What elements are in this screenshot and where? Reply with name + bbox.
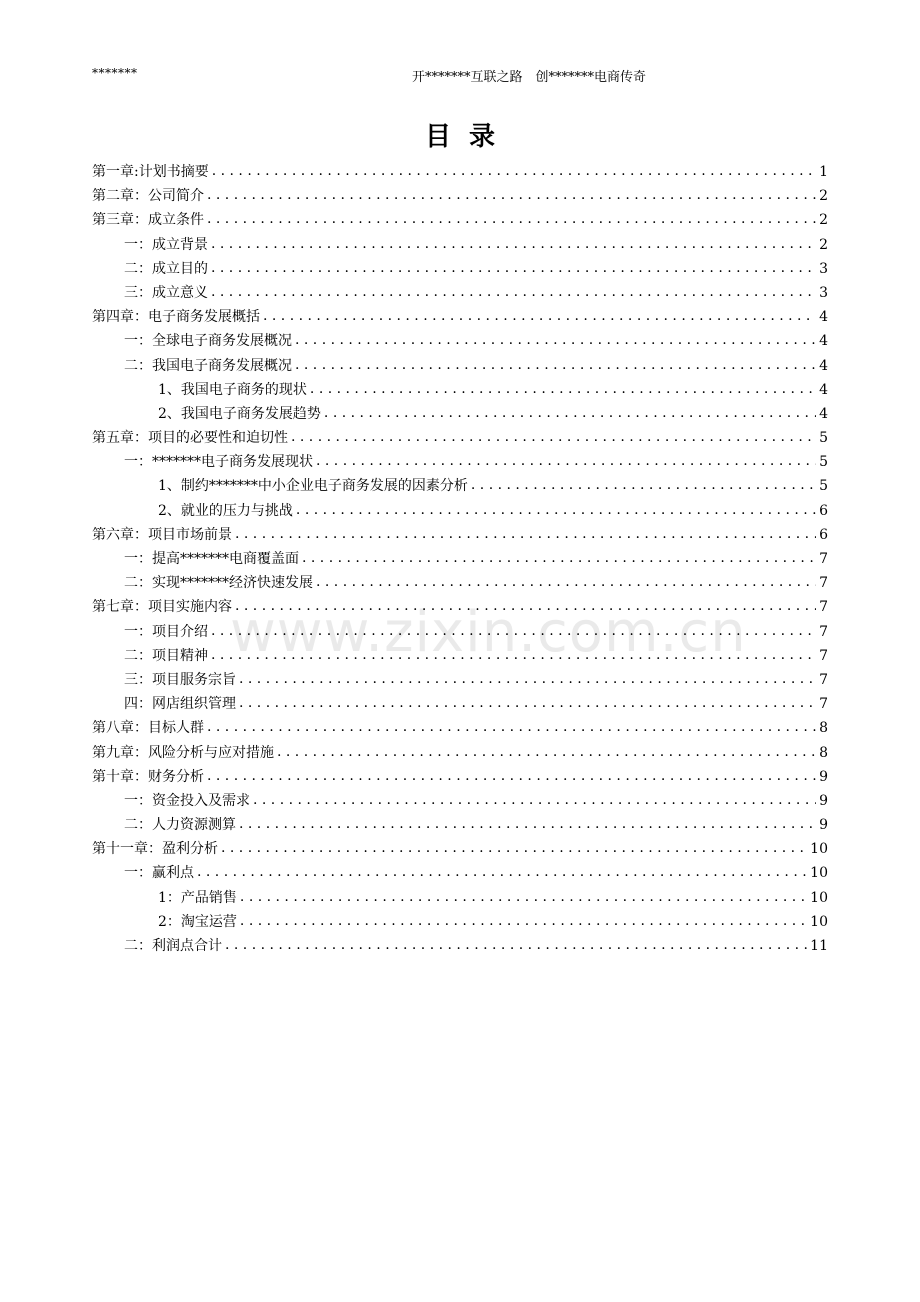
toc-entry-page-number: 10 [810, 841, 828, 858]
dot-leader [235, 522, 816, 546]
dot-leader [302, 546, 816, 570]
toc-entry-title: 二：项目精神 [124, 647, 208, 664]
toc-entry-title: 二：人力资源测算 [124, 817, 236, 834]
dot-leader [207, 207, 816, 231]
toc-entry-page-number: 5 [819, 478, 828, 495]
dot-leader [225, 933, 807, 957]
dot-leader [211, 643, 816, 667]
toc-entry-title: 1、制约*******中小企业电子商务发展的因素分析 [158, 478, 468, 495]
toc-entry-page-number: 6 [819, 502, 828, 519]
toc-entry[interactable] [92, 523, 828, 547]
dot-leader [240, 885, 807, 909]
toc-entry-title: 第十一章：盈利分析 [92, 841, 218, 858]
toc-entry-page-number: 5 [819, 430, 828, 447]
toc-entry-title: 三：项目服务宗旨 [124, 671, 236, 688]
toc-entry[interactable] [92, 692, 828, 716]
dot-leader [253, 788, 816, 812]
toc-entry[interactable] [92, 305, 828, 329]
toc-entry-title: 第五章：项目的必要性和迫切性 [92, 430, 288, 447]
dot-leader [211, 256, 816, 280]
dot-leader [295, 328, 816, 352]
toc-entry[interactable] [92, 184, 828, 208]
toc-entry-page-number: 8 [819, 720, 828, 737]
watermark: www.zixin.com.cn [230, 600, 747, 665]
toc-entry-title: 一：赢利点 [124, 865, 194, 882]
dot-leader [239, 812, 816, 836]
dot-leader [212, 159, 816, 183]
toc-entry[interactable] [92, 354, 828, 378]
toc-entry-title: 第八章：目标人群 [92, 720, 204, 737]
page-title: 目录 [424, 122, 513, 152]
toc-entry-title: 第三章：成立条件 [92, 212, 204, 229]
toc-entry-title: 三：成立意义 [124, 284, 208, 301]
toc-entry-title: 一：资金投入及需求 [124, 792, 250, 809]
toc-entry[interactable] [92, 450, 828, 474]
toc-entry[interactable] [92, 547, 828, 571]
toc-entry-title: 2、我国电子商务发展趋势 [158, 405, 321, 422]
dot-leader [324, 401, 816, 425]
dot-leader [240, 909, 807, 933]
dot-leader [316, 449, 816, 473]
toc-entry[interactable] [92, 620, 828, 644]
toc-entry[interactable] [92, 402, 828, 426]
dot-leader [211, 232, 816, 256]
toc-entry-page-number: 6 [819, 526, 828, 543]
dot-leader [221, 836, 807, 860]
toc-entry[interactable] [92, 789, 828, 813]
toc-entry-page-number: 7 [819, 551, 828, 567]
toc-entry-title: 二：实现*******经济快速发展 [124, 575, 313, 592]
toc-entry-page-number: 7 [819, 671, 828, 688]
toc-entry[interactable] [92, 934, 828, 958]
dot-leader [239, 667, 816, 691]
toc-entry-title: 二：利润点合计 [124, 938, 222, 954]
toc-entry-title: 四：网店组织管理 [124, 696, 236, 713]
toc-entry-page-number: 7 [819, 647, 828, 664]
dot-leader [211, 619, 816, 643]
toc-entry[interactable] [92, 741, 828, 765]
toc-entry-page-number: 4 [819, 333, 828, 350]
toc-entry[interactable] [92, 813, 828, 837]
toc-entry[interactable] [92, 644, 828, 668]
toc-entry-title: 2、就业的压力与挑战 [158, 502, 293, 519]
dot-leader [239, 691, 816, 715]
toc-entry-page-number: 7 [819, 575, 828, 592]
dot-leader [207, 183, 816, 207]
toc-entry-page-number: 9 [819, 817, 828, 834]
toc-entry-title: 一：成立背景 [124, 236, 208, 253]
dot-leader [277, 740, 816, 764]
toc-entry[interactable] [92, 257, 828, 281]
toc-entry-page-number: 10 [810, 913, 828, 930]
dot-leader [296, 498, 816, 522]
dot-leader [207, 715, 816, 739]
dot-leader [295, 353, 816, 377]
toc-entry[interactable] [92, 281, 828, 305]
toc-entry-page-number: 8 [819, 744, 828, 761]
toc-entry-page-number: 9 [819, 792, 828, 809]
header-left-text: ******* [92, 66, 138, 80]
toc-entry-title: 一：项目介绍 [124, 623, 208, 640]
toc-entry[interactable] [92, 426, 828, 450]
toc-entry-page-number: 7 [819, 599, 828, 616]
toc-entry-page-number: 11 [810, 938, 828, 954]
toc-entry-page-number: 2 [819, 212, 828, 229]
toc-entry[interactable] [92, 837, 828, 861]
toc-entry-page-number: 3 [819, 260, 828, 277]
toc-entry[interactable] [92, 595, 828, 619]
dot-leader [197, 860, 807, 884]
toc-entry[interactable] [92, 571, 828, 595]
toc-entry-page-number: 10 [810, 865, 828, 882]
toc-entry-title: 第九章：风险分析与应对措施 [92, 744, 274, 761]
toc-entry-title: 第四章：电子商务发展概括 [92, 309, 260, 326]
toc-entry-page-number: 7 [819, 696, 828, 713]
toc-entry-title: 1、我国电子商务的现状 [158, 381, 307, 398]
toc-entry-title: 二：我国电子商务发展概况 [124, 357, 292, 374]
toc-entry-title: 二：成立目的 [124, 260, 208, 277]
toc-entry-page-number: 10 [810, 889, 828, 906]
toc-entry-title: 第一章:计划书摘要 [92, 164, 209, 180]
toc-entry-page-number: 4 [819, 405, 828, 422]
toc-entry-page-number: 2 [819, 188, 828, 205]
toc-entry[interactable] [92, 716, 828, 740]
toc-entry-title: 1：产品销售 [158, 889, 237, 906]
toc-entry-page-number: 4 [819, 357, 828, 374]
toc-entry[interactable] [92, 886, 828, 910]
toc-entry-title: 第二章：公司简介 [92, 188, 204, 205]
toc-entry[interactable] [92, 160, 828, 184]
toc-entry[interactable] [92, 499, 828, 523]
dot-leader [291, 425, 816, 449]
toc-entry-page-number: 1 [819, 164, 828, 180]
toc-entry[interactable] [92, 329, 828, 353]
toc-entry[interactable] [92, 474, 828, 498]
toc-entry-title: 一：*******电子商务发展现状 [124, 454, 313, 471]
dot-leader [316, 570, 816, 594]
dot-leader [263, 304, 816, 328]
table-of-contents [92, 160, 828, 958]
dot-leader [211, 280, 816, 304]
toc-entry-page-number: 9 [819, 768, 828, 785]
dot-leader [471, 473, 816, 497]
toc-entry-page-number: 4 [819, 309, 828, 326]
toc-entry-page-number: 7 [819, 623, 828, 640]
toc-entry-page-number: 2 [819, 236, 828, 253]
toc-entry[interactable] [92, 378, 828, 402]
toc-entry-title: 第六章：项目市场前景 [92, 526, 232, 543]
toc-entry-page-number: 4 [819, 381, 828, 398]
toc-entry-title: 一：提高*******电商覆盖面 [124, 551, 299, 567]
toc-entry[interactable] [92, 861, 828, 885]
dot-leader [207, 764, 816, 788]
toc-entry[interactable] [92, 765, 828, 789]
header-slogan: 开*******互联之路 创*******电商传奇 [412, 70, 647, 85]
toc-entry[interactable] [92, 668, 828, 692]
toc-entry[interactable] [92, 208, 828, 232]
toc-entry-title: 一：全球电子商务发展概况 [124, 333, 292, 350]
dot-leader [235, 594, 816, 618]
toc-entry-title: 2：淘宝运营 [158, 913, 237, 930]
dot-leader [310, 377, 816, 401]
toc-entry[interactable] [92, 910, 828, 934]
toc-entry[interactable] [92, 233, 828, 257]
toc-entry-page-number: 3 [819, 284, 828, 301]
toc-entry-title: 第十章：财务分析 [92, 768, 204, 785]
toc-entry-page-number: 5 [819, 454, 828, 471]
toc-entry-title: 第七章：项目实施内容 [92, 599, 232, 616]
